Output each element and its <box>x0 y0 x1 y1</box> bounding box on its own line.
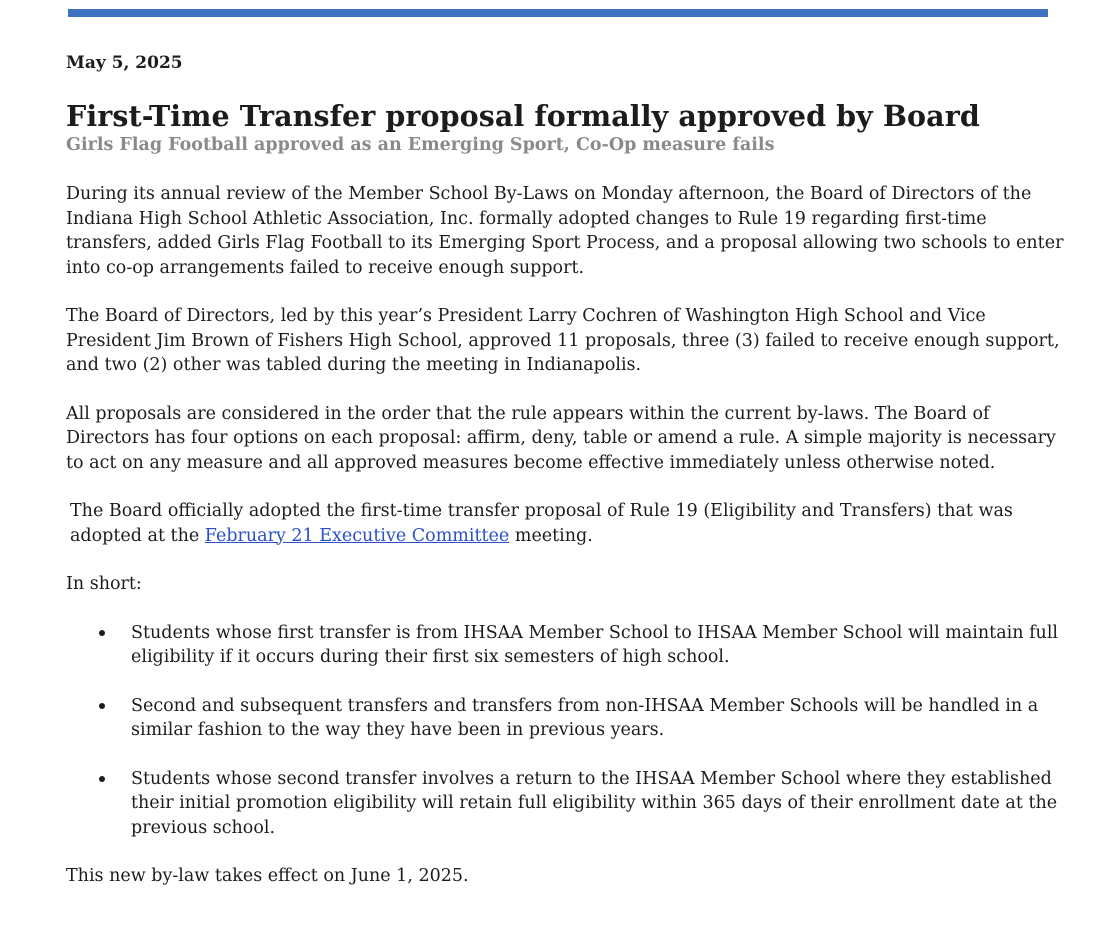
list-item <box>66 621 1066 670</box>
release-date: May 5, 2025 <box>66 53 183 73</box>
paragraph-adoption <box>66 499 1066 548</box>
list-item <box>66 767 1066 841</box>
adoption-text-after: meeting. <box>514 525 593 546</box>
paragraph-intro: During its annual review of the Member School By-Laws on Monday afternoon, the Board of Directors of the Indiana High School Athletic Association, Inc. formally adopted changes to Rule 19 regarding first-time transfers, added Girls Flag Football to its Emerging Sport Process, and a proposal allowing two schools to enter into co-op arrangements failed to receive enough support. <box>66 184 1064 278</box>
bullet-icon <box>99 776 105 782</box>
closing-statement: This new by-law takes effect on June 1, 2025. <box>66 866 469 886</box>
list-item-text: Students whose second transfer involves a return to the IHSAA Member School where they established their initial promotion eligibility will retain full eligibility within 365 days of their enrollment date at the previous school. <box>131 768 1058 838</box>
list-item-text: Students whose first transfer is from IHSAA Member School to IHSAA Member School will maintain full eligibility if it occurs during their first six semesters of high school. <box>131 622 1059 667</box>
paragraph-board: The Board of Directors, led by this year’s President Larry Cochren of Washington High School and Vice President Jim Brown of Fishers High School, approved 11 proposals, three (3) failed to receive enough support, and two (2) other was tabled during the meeting in Indianapolis. <box>66 306 1060 375</box>
list-item-text: Second and subsequent transfers and transfers from non-IHSAA Member Schools will be handled in a similar fashion to the way they have been in previous years. <box>131 695 1039 740</box>
press-release <box>66 52 1066 886</box>
in-short-label: In short: <box>66 574 142 594</box>
paragraph-procedure: All proposals are considered in the order that the rule appears within the current by-laws. The Board of Directors has four options on each proposal: affirm, deny, table or amend a rule. A simple majority is necessary to act on any measure and all approved measures become effective immediately unless otherwise noted. <box>66 403 1056 473</box>
adoption-text-before: The Board officially adopted the first-time transfer proposal of Rule 19 (Eligibility and Transfers) that was adopted at the <box>70 501 1013 546</box>
bullet-icon <box>99 630 105 636</box>
subheadline: Girls Flag Football approved as an Emerging Sport, Co-Op measure fails <box>66 135 775 155</box>
bullet-icon <box>99 703 105 709</box>
summary-list <box>66 621 1066 841</box>
article-body <box>66 182 1066 913</box>
top-divider-bar <box>68 9 1048 17</box>
headline: First-Time Transfer proposal formally approved by Board <box>66 99 980 133</box>
executive-committee-link[interactable]: February 21 Executive Committee <box>204 525 510 546</box>
list-item <box>66 694 1066 743</box>
